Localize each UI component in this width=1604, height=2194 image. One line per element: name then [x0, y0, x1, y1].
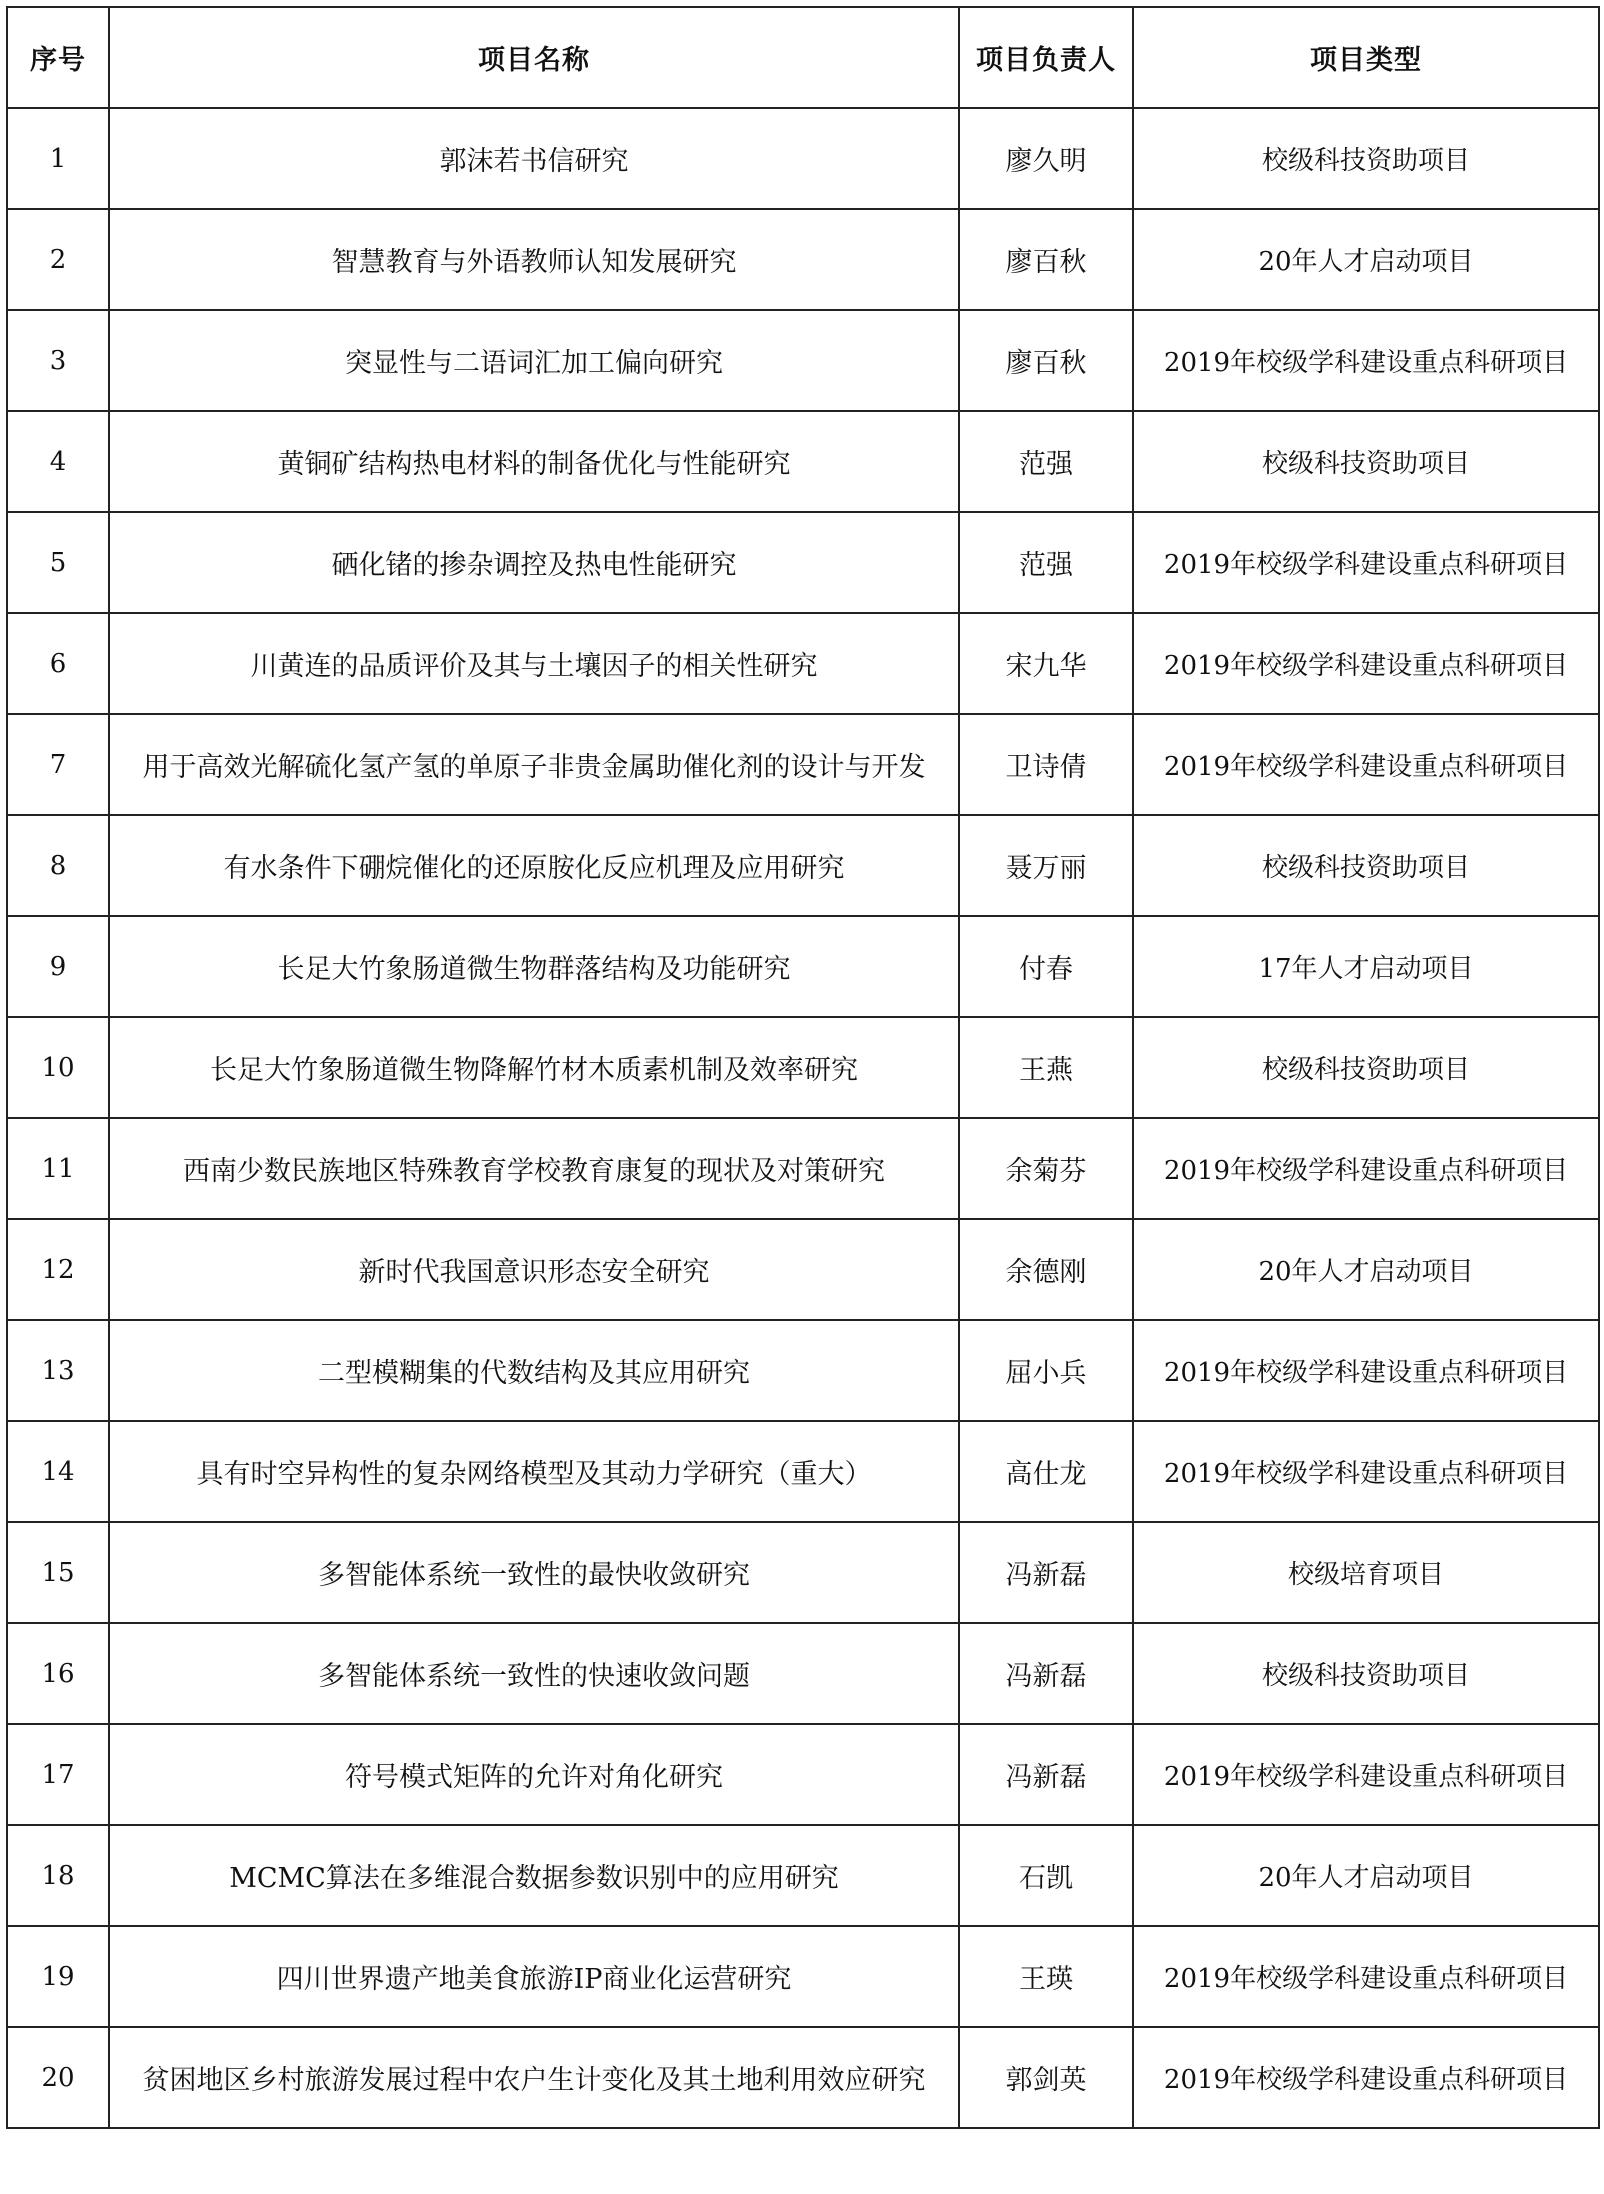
project-lead-cell: 冯新磊	[959, 1623, 1133, 1724]
table-row	[7, 815, 1599, 916]
project-type-cell: 20年人才启动项目	[1133, 209, 1599, 310]
serial-number-cell: 7	[7, 714, 109, 815]
project-type-cell: 校级科技资助项目	[1133, 1017, 1599, 1118]
project-lead-cell: 屈小兵	[959, 1320, 1133, 1421]
project-name-cell: 长足大竹象肠道微生物降解竹材木质素机制及效率研究	[109, 1017, 959, 1118]
serial-number-cell: 1	[7, 108, 109, 209]
table-row	[7, 209, 1599, 310]
project-type-cell: 校级科技资助项目	[1133, 1623, 1599, 1724]
table-row	[7, 714, 1599, 815]
project-lead-cell: 卫诗倩	[959, 714, 1133, 815]
table-row	[7, 1623, 1599, 1724]
serial-number-cell: 15	[7, 1522, 109, 1623]
serial-number-cell: 12	[7, 1219, 109, 1320]
project-name-cell: 川黄连的品质评价及其与土壤因子的相关性研究	[109, 613, 959, 714]
project-name-cell: 突显性与二语词汇加工偏向研究	[109, 310, 959, 411]
table-row	[7, 512, 1599, 613]
table-row	[7, 1320, 1599, 1421]
table-header	[7, 7, 1599, 108]
serial-number-cell: 11	[7, 1118, 109, 1219]
project-name-cell: 符号模式矩阵的允许对角化研究	[109, 1724, 959, 1825]
table-row	[7, 613, 1599, 714]
table-row	[7, 310, 1599, 411]
project-lead-cell: 廖久明	[959, 108, 1133, 209]
project-lead-cell: 王瑛	[959, 1926, 1133, 2027]
project-type-cell: 17年人才启动项目	[1133, 916, 1599, 1017]
project-name-cell: 硒化锗的掺杂调控及热电性能研究	[109, 512, 959, 613]
project-lead-cell: 范强	[959, 411, 1133, 512]
serial-number-cell: 18	[7, 1825, 109, 1926]
project-type-cell: 2019年校级学科建设重点科研项目	[1133, 1926, 1599, 2027]
project-type-cell: 2019年校级学科建设重点科研项目	[1133, 512, 1599, 613]
project-lead-cell: 高仕龙	[959, 1421, 1133, 1522]
project-name-cell: 四川世界遗产地美食旅游IP商业化运营研究	[109, 1926, 959, 2027]
serial-number-cell: 20	[7, 2027, 109, 2128]
table-row	[7, 1522, 1599, 1623]
project-lead-cell: 余菊芬	[959, 1118, 1133, 1219]
serial-number-cell: 9	[7, 916, 109, 1017]
project-lead-cell: 冯新磊	[959, 1724, 1133, 1825]
project-lead-cell: 付春	[959, 916, 1133, 1017]
serial-number-cell: 2	[7, 209, 109, 310]
project-name-cell: 黄铜矿结构热电材料的制备优化与性能研究	[109, 411, 959, 512]
project-name-cell: 用于高效光解硫化氢产氢的单原子非贵金属助催化剂的设计与开发	[109, 714, 959, 815]
project-type-cell: 20年人才启动项目	[1133, 1825, 1599, 1926]
serial-number-cell: 10	[7, 1017, 109, 1118]
serial-number-cell: 14	[7, 1421, 109, 1522]
table-row	[7, 1219, 1599, 1320]
project-name-cell: 西南少数民族地区特殊教育学校教育康复的现状及对策研究	[109, 1118, 959, 1219]
project-type-cell: 2019年校级学科建设重点科研项目	[1133, 613, 1599, 714]
project-type-cell: 2019年校级学科建设重点科研项目	[1133, 714, 1599, 815]
serial-number-cell: 5	[7, 512, 109, 613]
project-type-cell: 2019年校级学科建设重点科研项目	[1133, 1421, 1599, 1522]
table-row	[7, 1118, 1599, 1219]
serial-number-cell: 8	[7, 815, 109, 916]
table-row	[7, 1825, 1599, 1926]
header-project-name: 项目名称	[109, 7, 959, 108]
table-body	[7, 108, 1599, 2128]
serial-number-cell: 4	[7, 411, 109, 512]
project-lead-cell: 余德刚	[959, 1219, 1133, 1320]
table-row	[7, 2027, 1599, 2128]
project-lead-cell: 聂万丽	[959, 815, 1133, 916]
project-name-cell: 具有时空异构性的复杂网络模型及其动力学研究（重大）	[109, 1421, 959, 1522]
project-type-cell: 20年人才启动项目	[1133, 1219, 1599, 1320]
serial-number-cell: 13	[7, 1320, 109, 1421]
table-row	[7, 1724, 1599, 1825]
project-lead-cell: 石凯	[959, 1825, 1133, 1926]
project-lead-cell: 冯新磊	[959, 1522, 1133, 1623]
project-name-cell: 多智能体系统一致性的最快收敛研究	[109, 1522, 959, 1623]
table-row	[7, 411, 1599, 512]
table-row	[7, 108, 1599, 209]
serial-number-cell: 16	[7, 1623, 109, 1724]
project-type-cell: 2019年校级学科建设重点科研项目	[1133, 1724, 1599, 1825]
project-type-cell: 校级培育项目	[1133, 1522, 1599, 1623]
project-name-cell: 郭沫若书信研究	[109, 108, 959, 209]
project-table	[6, 6, 1600, 2129]
header-project-lead: 项目负责人	[959, 7, 1133, 108]
table-row	[7, 1926, 1599, 2027]
table-row	[7, 1421, 1599, 1522]
serial-number-cell: 3	[7, 310, 109, 411]
project-lead-cell: 郭剑英	[959, 2027, 1133, 2128]
serial-number-cell: 17	[7, 1724, 109, 1825]
header-serial-number: 序号	[7, 7, 109, 108]
project-lead-cell: 王燕	[959, 1017, 1133, 1118]
table-row	[7, 916, 1599, 1017]
project-name-cell: 贫困地区乡村旅游发展过程中农户生计变化及其土地利用效应研究	[109, 2027, 959, 2128]
project-type-cell: 2019年校级学科建设重点科研项目	[1133, 1118, 1599, 1219]
project-name-cell: 智慧教育与外语教师认知发展研究	[109, 209, 959, 310]
project-type-cell: 校级科技资助项目	[1133, 815, 1599, 916]
project-type-cell: 2019年校级学科建设重点科研项目	[1133, 310, 1599, 411]
project-name-cell: 新时代我国意识形态安全研究	[109, 1219, 959, 1320]
serial-number-cell: 19	[7, 1926, 109, 2027]
project-name-cell: 有水条件下硼烷催化的还原胺化反应机理及应用研究	[109, 815, 959, 916]
project-name-cell: 长足大竹象肠道微生物群落结构及功能研究	[109, 916, 959, 1017]
project-type-cell: 校级科技资助项目	[1133, 108, 1599, 209]
project-type-cell: 2019年校级学科建设重点科研项目	[1133, 1320, 1599, 1421]
project-name-cell: 二型模糊集的代数结构及其应用研究	[109, 1320, 959, 1421]
project-name-cell: MCMC算法在多维混合数据参数识别中的应用研究	[109, 1825, 959, 1926]
project-lead-cell: 范强	[959, 512, 1133, 613]
project-name-cell: 多智能体系统一致性的快速收敛问题	[109, 1623, 959, 1724]
project-type-cell: 2019年校级学科建设重点科研项目	[1133, 2027, 1599, 2128]
project-lead-cell: 廖百秋	[959, 310, 1133, 411]
header-project-type: 项目类型	[1133, 7, 1599, 108]
project-type-cell: 校级科技资助项目	[1133, 411, 1599, 512]
header-row	[7, 7, 1599, 108]
table-row	[7, 1017, 1599, 1118]
serial-number-cell: 6	[7, 613, 109, 714]
project-lead-cell: 宋九华	[959, 613, 1133, 714]
project-lead-cell: 廖百秋	[959, 209, 1133, 310]
